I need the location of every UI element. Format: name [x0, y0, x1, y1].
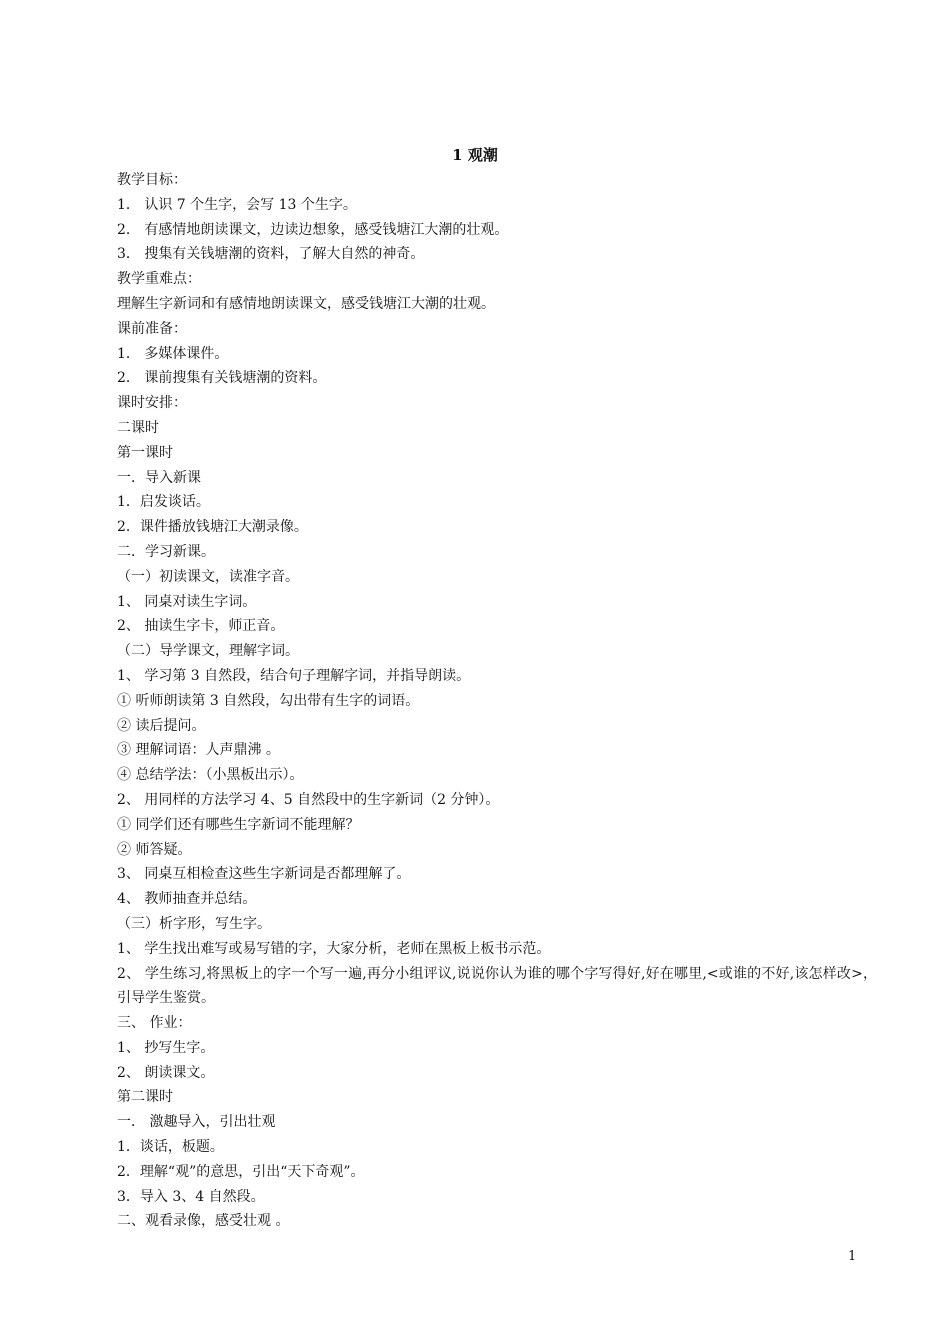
text-line: 1、 同桌对读生字词。 [117, 593, 257, 610]
text-line: 1．谈话，板题。 [117, 1139, 224, 1156]
text-line: 3、 同桌互相检查这些生字新词是否都理解了。 [117, 866, 411, 883]
text-line: 教学目标： [117, 172, 187, 188]
text-line: 课时安排： [117, 395, 187, 412]
page-number: 1 [848, 1249, 857, 1264]
text-line: （三）析字形，写生字。 [117, 915, 271, 932]
text-line: 2、 抽读生字卡，师正音。 [117, 618, 285, 635]
text-line: （一）初读课文，读准字音。 [117, 568, 299, 585]
text-line: 2、 用同样的方法学习 4、5 自然段中的生字新词（2 分钟）。 [117, 791, 500, 808]
text-line: 二课时 [117, 419, 159, 436]
text-line: 二．学习新课。 [117, 543, 215, 560]
text-line: 3． 搜集有关钱塘潮的资料，了解大自然的神奇。 [117, 246, 425, 263]
text-line: 2、 学生练习,将黑板上的字一个写一遍,再分小组评议,说说你认为谁的哪个字写得好,好在哪里,<或谁的不好,该怎样改>，引导学生鉴赏。 [117, 965, 877, 1007]
text-line: 2．理解“观”的意思，引出“天下奇观”。 [117, 1163, 365, 1180]
text-line: 1、 学生找出难写或易写错的字，大家分析，老师在黑板上板书示范。 [117, 940, 551, 957]
text-line: ④ 总结学法：（小黑板出示）。 [117, 767, 304, 784]
text-line: 3．导入 3、4 自然段。 [117, 1188, 265, 1205]
text-line: 1． 多媒体课件。 [117, 345, 229, 362]
text-line: 2、 朗读课文。 [117, 1064, 215, 1081]
text-line: 教学重难点： [117, 271, 201, 288]
text-line: 三、 作业： [117, 1015, 192, 1032]
text-line: 4、 教师抽查并总结。 [117, 891, 257, 908]
text-line: ② 读后提问。 [117, 717, 206, 734]
text-line: 课前准备： [117, 320, 187, 337]
text-line: 1． 认识 7 个生字，会写 13 个生字。 [117, 196, 357, 213]
text-line: 理解生字新词和有感情地朗读课文，感受钱塘江大潮的壮观。 [117, 295, 495, 312]
text-line: （二）导学课文，理解字词。 [117, 643, 299, 660]
text-line: 2．课件播放钱塘江大潮录像。 [117, 519, 308, 536]
text-line: 1、 抄写生字。 [117, 1039, 215, 1056]
text-line: ② 师答疑。 [117, 841, 192, 858]
document-body [117, 168, 877, 1234]
text-line: 2． 课前搜集有关钱塘潮的资料。 [117, 370, 327, 387]
text-line: ① 听师朗读第 3 自然段，勾出带有生字的词语。 [117, 692, 420, 709]
text-line: 2． 有感情地朗读课文，边读边想象，感受钱塘江大潮的壮观。 [117, 221, 509, 238]
text-line: 第一课时 [117, 444, 173, 461]
text-line: 二、观看录像，感受壮观 。 [117, 1213, 290, 1230]
page-title: 1 观潮 [452, 146, 498, 164]
text-line: ① 同学们还有哪些生字新词不能理解？ [117, 816, 360, 833]
text-line: 1．启发谈话。 [117, 494, 210, 511]
text-line: ③ 理解词语：人声鼎沸 。 [117, 742, 280, 759]
text-line: 一．导入新课 [117, 469, 201, 486]
text-line: 第二课时 [117, 1089, 173, 1106]
text-line: 1、 学习第 3 自然段，结合句子理解字词，并指导朗读。 [117, 667, 471, 684]
text-line: 一． 激趣导入，引出壮观 [117, 1114, 276, 1131]
